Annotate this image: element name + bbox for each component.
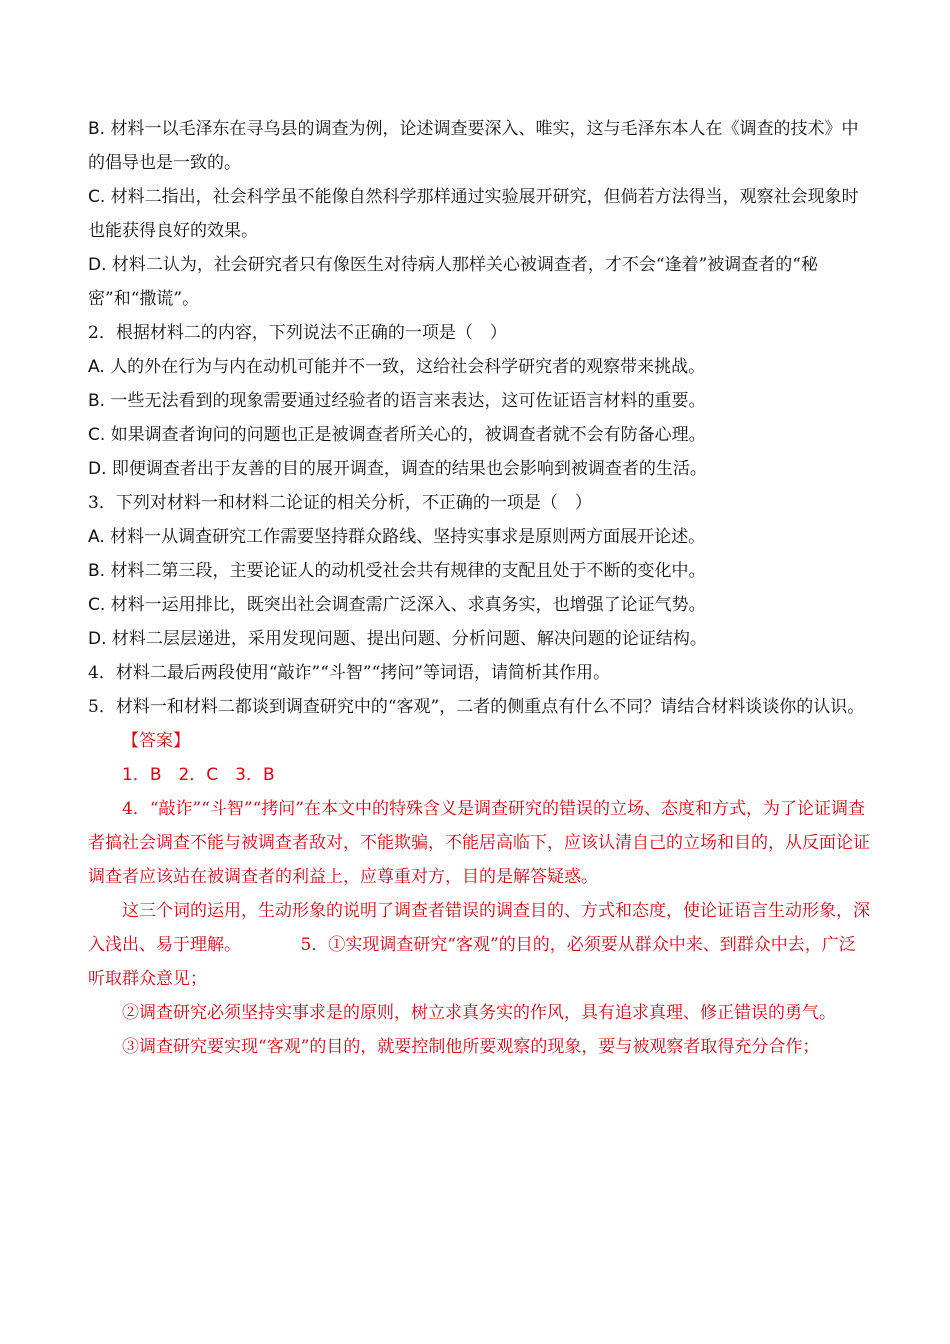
q3-option-c: C. 材料一运用排比，既突出社会调查需广泛深入、求真务实，也增强了论证气势。 [88,595,706,615]
q1-option-d: D. 材料二认为，社会研究者只有像医生对待病人那样关心被调查者，才不会“逢着”被调查者的“秘密”和“撒谎”。 [88,255,818,309]
q1-option-c: C. 材料二指出，社会科学虽不能像自然科学那样通过实验展开研究，但倘若方法得当，观察社会现象时也能获得良好的效果。 [88,187,859,241]
q3-option-d: D. 材料二层层递进，采用发现问题、提出问题、分析问题、解决问题的论证结构。 [88,629,707,649]
q2-option-c: C. 如果调查者询问的问题也正是被调查者所关心的，被调查者就不会有防备心理。 [88,425,706,445]
q2-option-a: A. 人的外在行为与内在动机可能并不一致，这给社会科学研究者的观察带来挑战。 [88,357,706,377]
answer-5-paragraph-3: ③调查研究要实现“客观”的目的，就要控制他所要观察的现象，要与被观察者取得充分合作； [122,1037,820,1057]
q2-option-b: B. 一些无法看到的现象需要通过经验者的语言来表达，这可佐证语言材料的重要。 [88,391,706,411]
q4-stem: 4．材料二最后两段使用“敲诈”“斗智”“拷问”等词语，请简析其作用。 [88,663,610,683]
q3-option-b: B. 材料二第三段，主要论证人的动机受社会共有规律的支配且处于不断的变化中。 [88,561,706,581]
answer-multiple-choice: 1．B 2．C 3．B [122,765,275,785]
q2-option-d: D. 即便调查者出于友善的目的展开调查，调查的结果也会影响到被调查者的生活。 [88,459,707,479]
answer-4-paragraph-1: 4．“敲诈”“斗智”“拷问”在本文中的特殊含义是调查研究的错误的立场、态度和方式，为了论证调查者搞社会调查不能与被调查者敌对，不能欺骗，不能居高临下，应该认清自己的立场和目的，从反面论证调查者应该站在被调查者的利益上，应尊重对方，目的是解答疑惑。 [88,799,870,887]
q5-stem: 5．材料一和材料二都谈到调查研究中的“客观”，二者的侧重点有什么不同？请结合材料谈谈你的认识。 [88,697,865,717]
q2-stem: 2．根据材料二的内容，下列说法不正确的一项是（ ） [88,323,507,343]
q3-option-a: A. 材料一从调查研究工作需要坚持群众路线、坚持实事求是原则两方面展开论述。 [88,527,706,547]
q3-stem: 3．下列对材料一和材料二论证的相关分析，不正确的一项是（ ） [88,493,592,513]
document-content [88,112,870,1064]
answer-5-paragraph-2: ②调查研究必须坚持实事求是的原则，树立求真务实的作风，具有追求真理、修正错误的勇气。 [122,1003,836,1023]
answer-heading: 【答案】 [122,731,190,751]
answer-4-paragraph-2: 这三个词的运用，生动形象的说明了调查者错误的调查目的、方式和态度，使论证语言生动形象，深入浅出、易于理解。 5．①实现调查研究“客观”的目的，必须要从群众中来、到群众中去，广泛听取群众意见； [88,901,870,989]
q1-option-b: B. 材料一以毛泽东在寻乌县的调查为例，论述调查要深入、唯实，这与毛泽东本人在《调查的技术》中的倡导也是一致的。 [88,119,859,173]
